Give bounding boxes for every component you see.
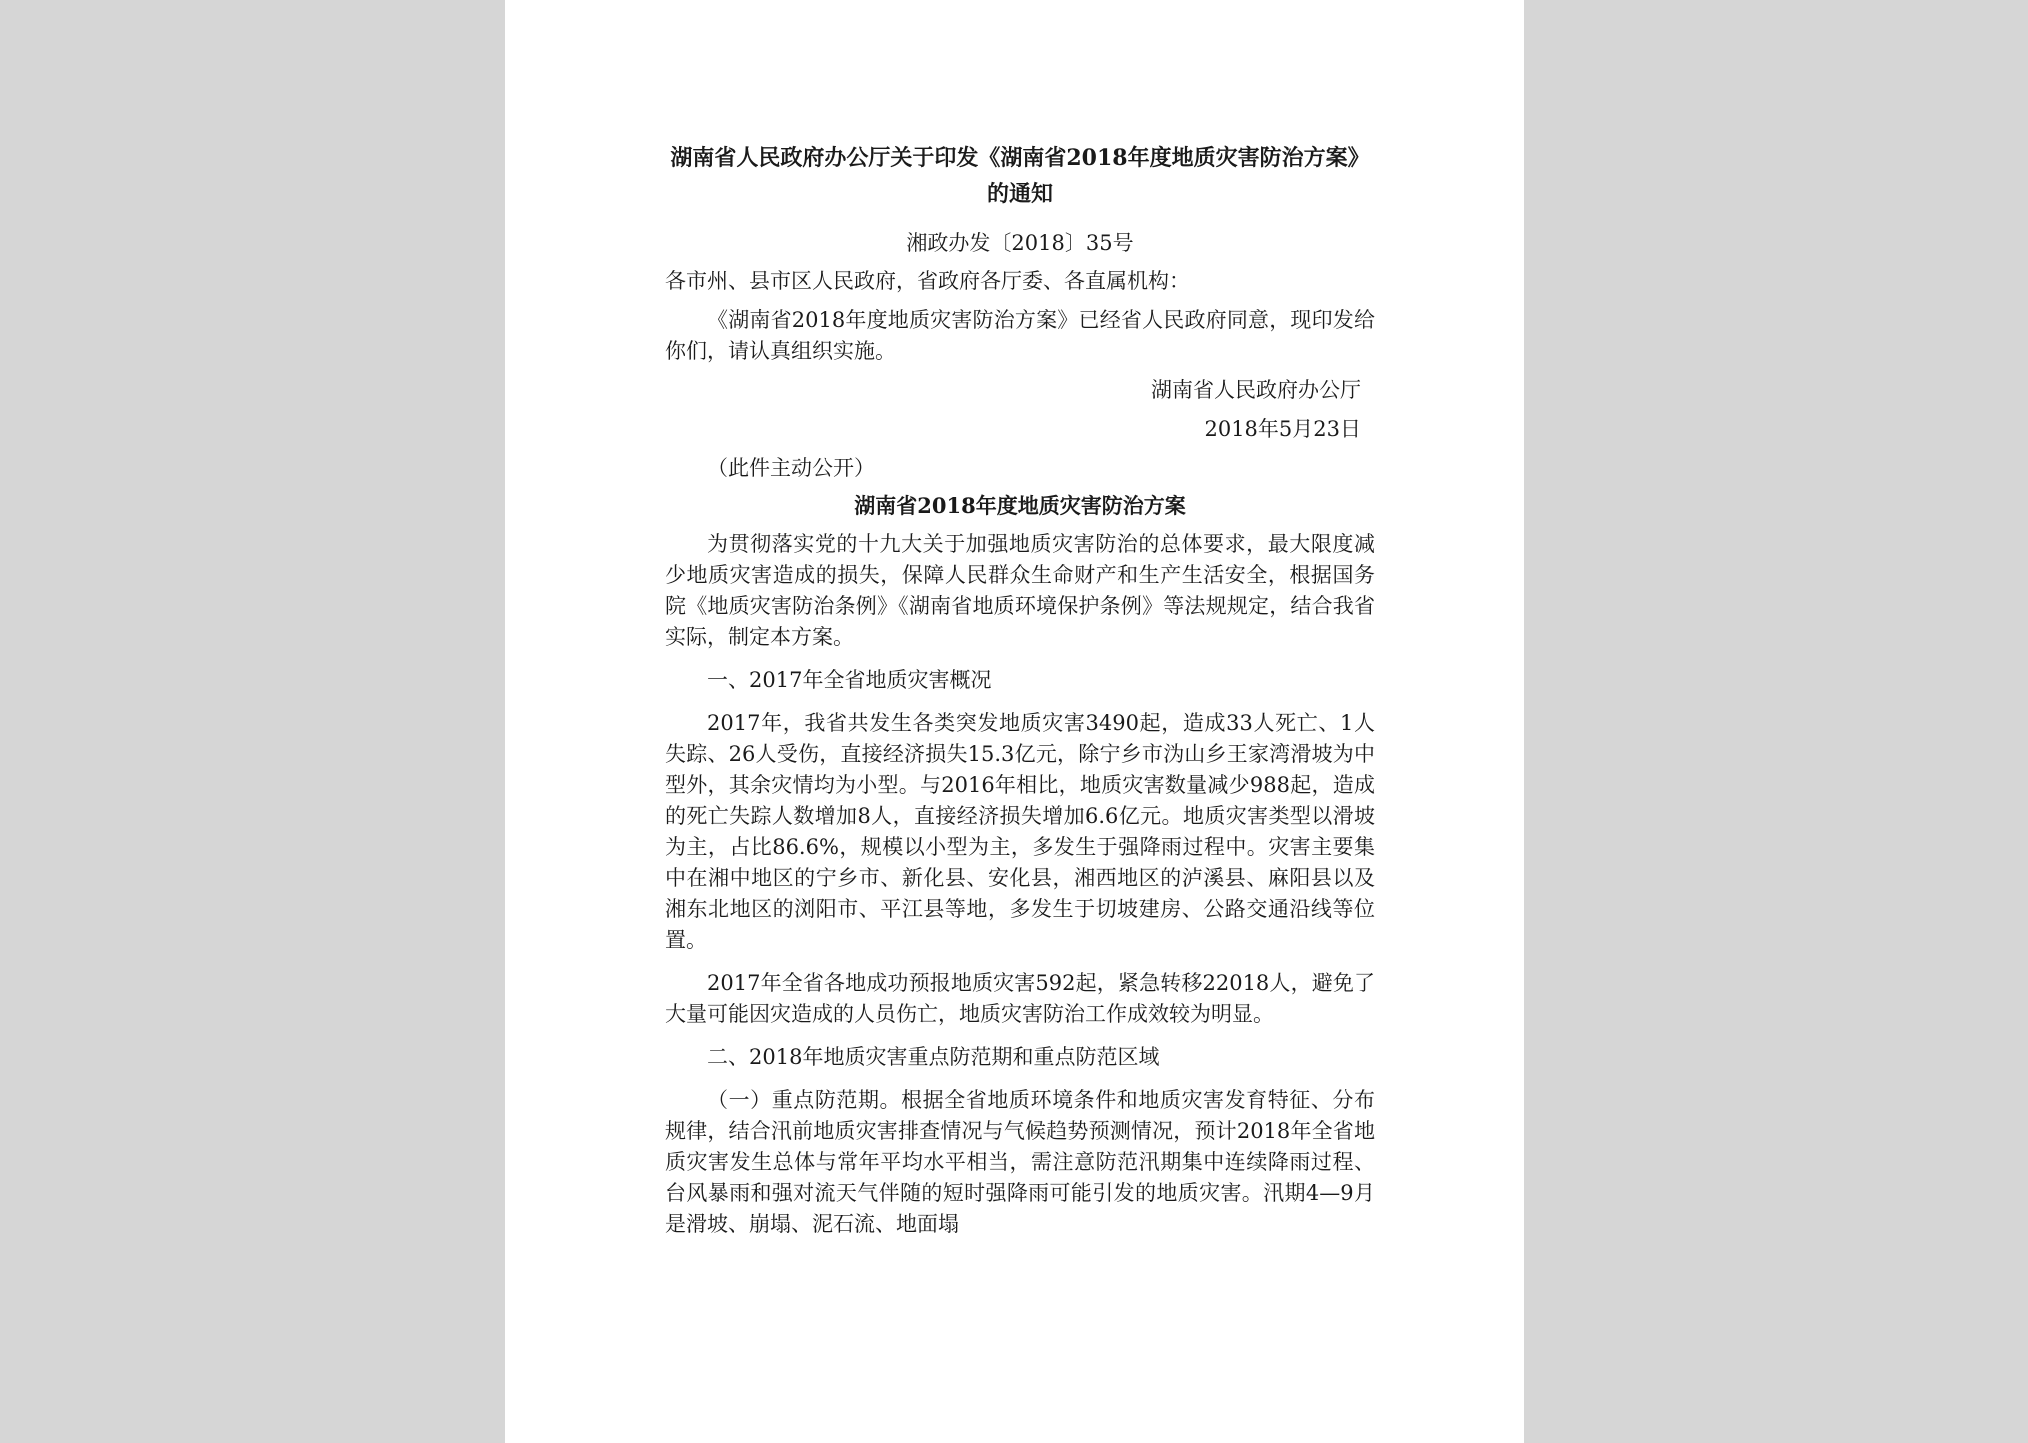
document-page xyxy=(505,0,1524,1443)
disclosure-note: （此件主动公开） xyxy=(707,456,875,480)
overview-2017-paragraph: 2017年，我省共发生各类突发地质灾害3490起，造成33人死亡、1人失踪、26人受伤，直接经济损失15.3亿元，除宁乡市沩山乡王家湾滑坡为中型外，其余灾情均为小型。与2016年相比，地质灾害数量减少988起，造成的死亡失踪人数增加8人，直接经济损失增加6.6亿元。地质灾害类型以滑坡为主，占比86.6%，规模以小型为主，多发生于强降雨过程中。灾害主要集中在湘中地区的宁乡市、新化县、安化县，湘西地区的泸溪县、麻阳县以及湘东北地区的浏阳市、平江县等地，多发生于切坡建房、公路交通沿线等位置。 xyxy=(665,711,1375,952)
issue-date: 2018年5月23日 xyxy=(1204,417,1361,441)
section-1-heading: 一、2017年全省地质灾害概况 xyxy=(707,668,992,692)
plan-title: 湖南省2018年度地质灾害防治方案 xyxy=(854,493,1186,518)
section-2-heading: 二、2018年地质灾害重点防范期和重点防范区域 xyxy=(707,1045,1160,1069)
issuer-signature: 湖南省人民政府办公厅 xyxy=(1151,378,1361,402)
preface-paragraph: 为贯彻落实党的十九大关于加强地质灾害防治的总体要求，最大限度减少地质灾害造成的损失，保障人民群众生命财产和生产生活安全，根据国务院《地质灾害防治条例》《湖南省地质环境保护条例》等法规规定，结合我省实际，制定本方案。 xyxy=(665,532,1375,649)
forecast-2017-paragraph: 2017年全省各地成功预报地质灾害592起，紧急转移22018人，避免了大量可能因灾造成的人员伤亡，地质灾害防治工作成效较为明显。 xyxy=(665,971,1375,1026)
document-title: 湖南省人民政府办公厅关于印发《湖南省2018年度地质灾害防治方案》的通知 xyxy=(670,145,1370,207)
document-number: 湘政办发〔2018〕35号 xyxy=(906,231,1134,255)
key-period-paragraph: （一）重点防范期。根据全省地质环境条件和地质灾害发育特征、分布规律，结合汛前地质灾害排查情况与气候趋势预测情况，预计2018年全省地质灾害发生总体与常年平均水平相当，需注意防范汛期集中连续降雨过程、台风暴雨和强对流天气伴随的短时强降雨可能引发的地质灾害。汛期4—9月是滑坡、崩塌、泥石流、地面塌 xyxy=(665,1088,1375,1236)
intro-paragraph: 《湖南省2018年度地质灾害防治方案》已经省人民政府同意，现印发给你们，请认真组织实施。 xyxy=(665,308,1375,363)
document-body xyxy=(665,140,1375,1240)
addressee-line: 各市州、县市区人民政府，省政府各厅委、各直属机构： xyxy=(665,269,1190,293)
